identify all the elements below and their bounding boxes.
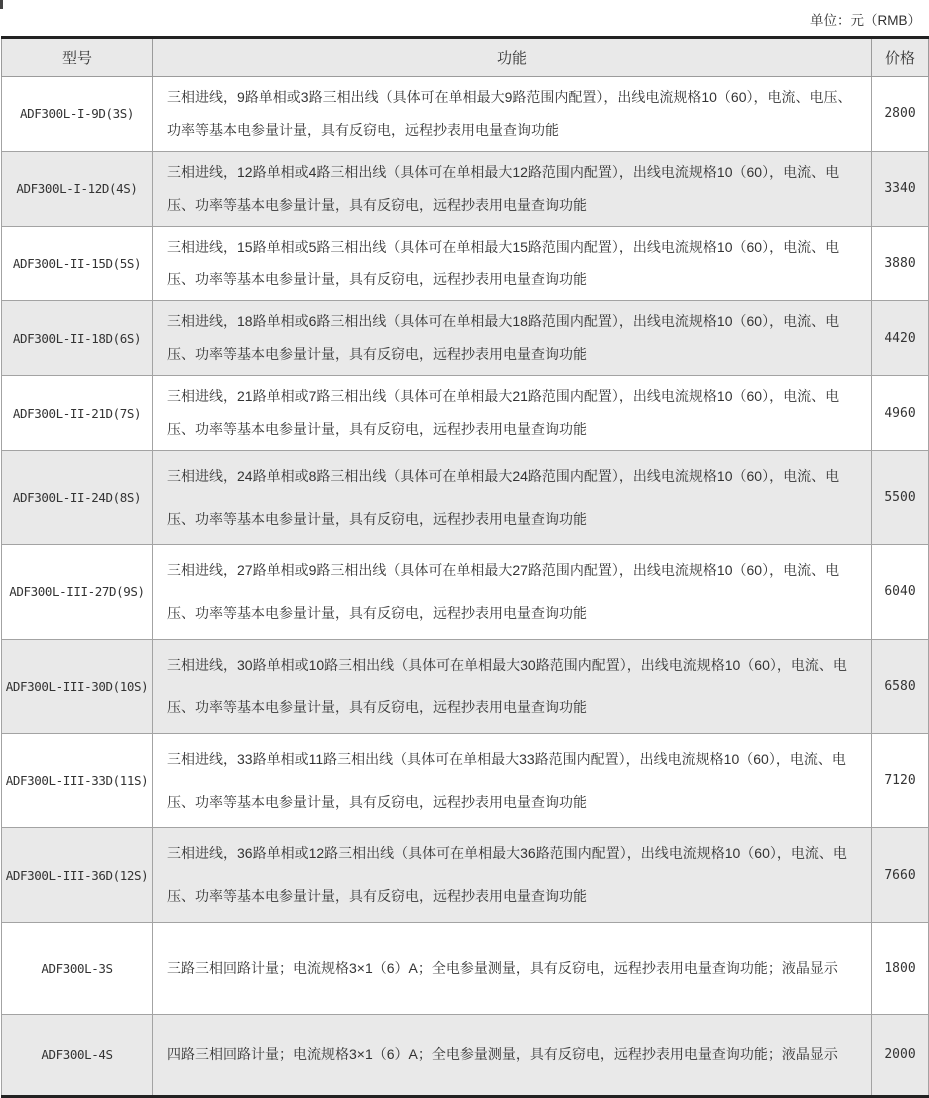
function-cell: 三相进线，18路单相或6路三相出线（具体可在单相最大18路范围内配置），出线电流规格10（60），电流、电压、功率等基本电参量计量，具有反窃电，远程抄表用电量查询功能 — [153, 301, 872, 376]
function-cell: 三相进线，9路单相或3路三相出线（具体可在单相最大9路范围内配置），出线电流规格10（60），电流、电压、功率等基本电参量计量，具有反窃电，远程抄表用电量查询功能 — [153, 77, 872, 152]
header-price: 价格 — [872, 38, 929, 77]
function-cell: 三相进线，12路单相或4路三相出线（具体可在单相最大12路范围内配置），出线电流规格10（60），电流、电压、功率等基本电参量计量，具有反窃电，远程抄表用电量查询功能 — [153, 151, 872, 226]
price-cell: 4420 — [872, 301, 929, 376]
table-row — [2, 450, 929, 544]
function-cell: 三相进线，15路单相或5路三相出线（具体可在单相最大15路范围内配置），出线电流规格10（60），电流、电压、功率等基本电参量计量，具有反窃电，远程抄表用电量查询功能 — [153, 226, 872, 301]
function-cell: 三相进线，27路单相或9路三相出线（具体可在单相最大27路范围内配置），出线电流规格10（60），电流、电压、功率等基本电参量计量，具有反窃电，远程抄表用电量查询功能 — [153, 545, 872, 639]
table-header — [2, 38, 929, 77]
table-row — [2, 1014, 929, 1096]
price-cell: 6580 — [872, 639, 929, 733]
table-row — [2, 226, 929, 301]
model-cell: ADF300L-II-15D(5S) — [2, 226, 153, 301]
price-table — [1, 36, 929, 1098]
table-row — [2, 828, 929, 922]
model-cell: ADF300L-II-21D(7S) — [2, 376, 153, 451]
price-cell: 6040 — [872, 545, 929, 639]
model-cell: ADF300L-III-33D(11S) — [2, 734, 153, 828]
table-row — [2, 301, 929, 376]
price-cell: 3880 — [872, 226, 929, 301]
function-cell: 三相进线，30路单相或10路三相出线（具体可在单相最大30路范围内配置），出线电流规格10（60），电流、电压、功率等基本电参量计量，具有反窃电，远程抄表用电量查询功能 — [153, 639, 872, 733]
model-cell: ADF300L-III-36D(12S) — [2, 828, 153, 922]
price-cell: 4960 — [872, 376, 929, 451]
model-cell: ADF300L-I-12D(4S) — [2, 151, 153, 226]
price-cell: 2000 — [872, 1014, 929, 1096]
table-row — [2, 151, 929, 226]
header-model: 型号 — [2, 38, 153, 77]
function-cell: 三相进线，24路单相或8路三相出线（具体可在单相最大24路范围内配置），出线电流规格10（60），电流、电压、功率等基本电参量计量，具有反窃电，远程抄表用电量查询功能 — [153, 450, 872, 544]
table-body — [2, 77, 929, 1097]
header-row — [2, 38, 929, 77]
table-row — [2, 77, 929, 152]
model-cell: ADF300L-II-24D(8S) — [2, 450, 153, 544]
function-cell: 三相进线，21路单相或7路三相出线（具体可在单相最大21路范围内配置），出线电流规格10（60），电流、电压、功率等基本电参量计量，具有反窃电，远程抄表用电量查询功能 — [153, 376, 872, 451]
header-function: 功能 — [153, 38, 872, 77]
function-cell: 三相进线，36路单相或12路三相出线（具体可在单相最大36路范围内配置），出线电流规格10（60），电流、电压、功率等基本电参量计量，具有反窃电，远程抄表用电量查询功能 — [153, 828, 872, 922]
price-cell: 2800 — [872, 77, 929, 152]
function-cell: 三相进线，33路单相或11路三相出线（具体可在单相最大33路范围内配置），出线电流规格10（60），电流、电压、功率等基本电参量计量，具有反窃电，远程抄表用电量查询功能 — [153, 734, 872, 828]
unit-label: 单位：元（RMB） — [810, 13, 921, 28]
table-row — [2, 545, 929, 639]
table-row — [2, 639, 929, 733]
model-cell: ADF300L-III-30D(10S) — [2, 639, 153, 733]
table-row — [2, 922, 929, 1014]
scan-artifact-mark — [0, 0, 3, 9]
model-cell: ADF300L-III-27D(9S) — [2, 545, 153, 639]
model-cell: ADF300L-3S — [2, 922, 153, 1014]
table-row — [2, 734, 929, 828]
price-cell: 7660 — [872, 828, 929, 922]
model-cell: ADF300L-4S — [2, 1014, 153, 1096]
function-cell: 三路三相回路计量；电流规格3×1（6）A；全电参量测量，具有反窃电，远程抄表用电量查询功能；液晶显示 — [153, 922, 872, 1014]
price-cell: 3340 — [872, 151, 929, 226]
price-cell: 1800 — [872, 922, 929, 1014]
price-cell: 7120 — [872, 734, 929, 828]
table-row — [2, 376, 929, 451]
model-cell: ADF300L-I-9D(3S) — [2, 77, 153, 152]
model-cell: ADF300L-II-18D(6S) — [2, 301, 153, 376]
price-cell: 5500 — [872, 450, 929, 544]
function-cell: 四路三相回路计量；电流规格3×1（6）A；全电参量测量，具有反窃电，远程抄表用电量查询功能；液晶显示 — [153, 1014, 872, 1096]
